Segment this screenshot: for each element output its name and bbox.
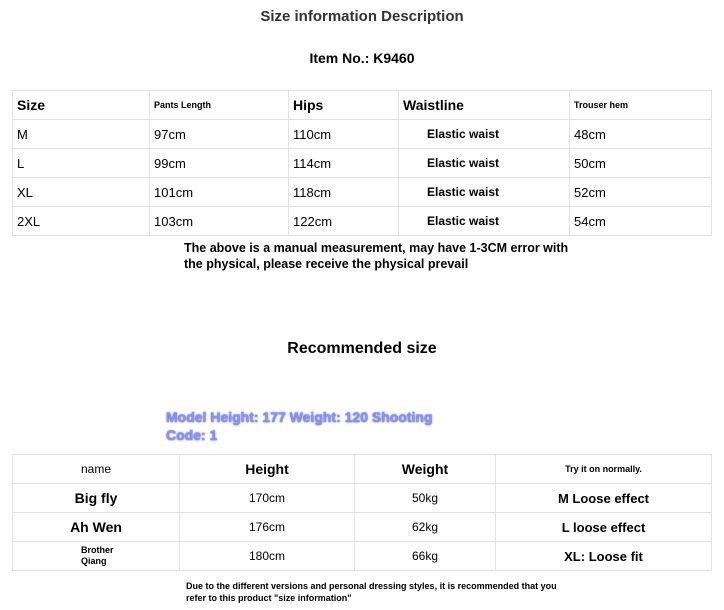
size-cell: L — [13, 149, 150, 178]
trouser-hem-cell: 54cm — [570, 207, 712, 236]
person-name — [13, 542, 180, 571]
pants-length-cell: 103cm — [150, 207, 289, 236]
recommended-size-table — [12, 454, 712, 571]
footer-note — [186, 580, 616, 604]
person-height: 176cm — [180, 513, 355, 542]
waistline-cell: Elastic waist — [399, 120, 570, 149]
table-row — [13, 120, 712, 149]
table-row — [13, 207, 712, 236]
waistline-cell: Elastic waist — [399, 178, 570, 207]
item-number: Item No.: K9460 — [309, 50, 415, 66]
pants-length-cell: 101cm — [150, 178, 289, 207]
table-row — [13, 178, 712, 207]
size-cell: XL — [13, 178, 150, 207]
rec-table-header-row — [13, 455, 712, 484]
hips-cell: 118cm — [289, 178, 399, 207]
header-hips: Hips — [289, 91, 399, 120]
size-table — [12, 90, 712, 236]
footer-note-line1: Due to the different versions and personal dressing styles, it is recommended that you — [186, 581, 557, 591]
measurement-note-line1: The above is a manual measurement, may have 1-3CM error with — [184, 241, 569, 255]
model-info-line1: Model Height: 177 Weight: 120 Shooting — [166, 409, 433, 425]
header-pants-length-label: Pants Length — [154, 100, 212, 110]
person-name: Big fly — [13, 484, 180, 513]
person-height: 170cm — [180, 484, 355, 513]
fit-effect: XL: Loose fit — [496, 542, 712, 571]
fit-effect: L loose effect — [496, 513, 712, 542]
header-waistline: Waistline — [399, 91, 570, 120]
size-cell: 2XL — [13, 207, 150, 236]
person-weight: 62kg — [355, 513, 496, 542]
header-name: name — [13, 455, 180, 484]
recommended-size-title: Recommended size — [287, 340, 437, 357]
trouser-hem-cell: 50cm — [570, 149, 712, 178]
hips-cell: 114cm — [289, 149, 399, 178]
trouser-hem-cell: 48cm — [570, 120, 712, 149]
header-height: Height — [180, 455, 355, 484]
header-size: Size — [13, 91, 150, 120]
person-name-line2: Qiang — [81, 556, 107, 566]
model-info-line2: Code: 1 — [166, 427, 218, 443]
measurement-note-line2: the physical, please receive the physical prevail — [184, 257, 469, 271]
fit-effect: M Loose effect — [496, 484, 712, 513]
pants-length-cell: 99cm — [150, 149, 289, 178]
measurement-note — [184, 240, 624, 272]
hips-cell: 110cm — [289, 120, 399, 149]
person-name: Ah Wen — [13, 513, 180, 542]
waistline-cell: Elastic waist — [399, 207, 570, 236]
person-weight: 50kg — [355, 484, 496, 513]
pants-length-cell: 97cm — [150, 120, 289, 149]
size-cell: M — [13, 120, 150, 149]
person-weight: 66kg — [355, 542, 496, 571]
person-name-line1: Brother — [81, 545, 114, 555]
header-weight: Weight — [355, 455, 496, 484]
table-row — [13, 513, 712, 542]
footer-note-line2: refer to this product "size information" — [186, 593, 352, 603]
table-row — [13, 149, 712, 178]
header-try-on: Try it on normally. — [496, 455, 712, 484]
model-info — [166, 408, 496, 444]
person-height: 180cm — [180, 542, 355, 571]
table-row — [13, 484, 712, 513]
header-pants-length — [150, 91, 289, 120]
hips-cell: 122cm — [289, 207, 399, 236]
header-trouser-hem: Trouser hem — [570, 91, 712, 120]
waistline-cell: Elastic waist — [399, 149, 570, 178]
page-title: Size information Description — [260, 8, 464, 25]
trouser-hem-cell: 52cm — [570, 178, 712, 207]
size-table-header-row — [13, 91, 712, 120]
table-row — [13, 542, 712, 571]
